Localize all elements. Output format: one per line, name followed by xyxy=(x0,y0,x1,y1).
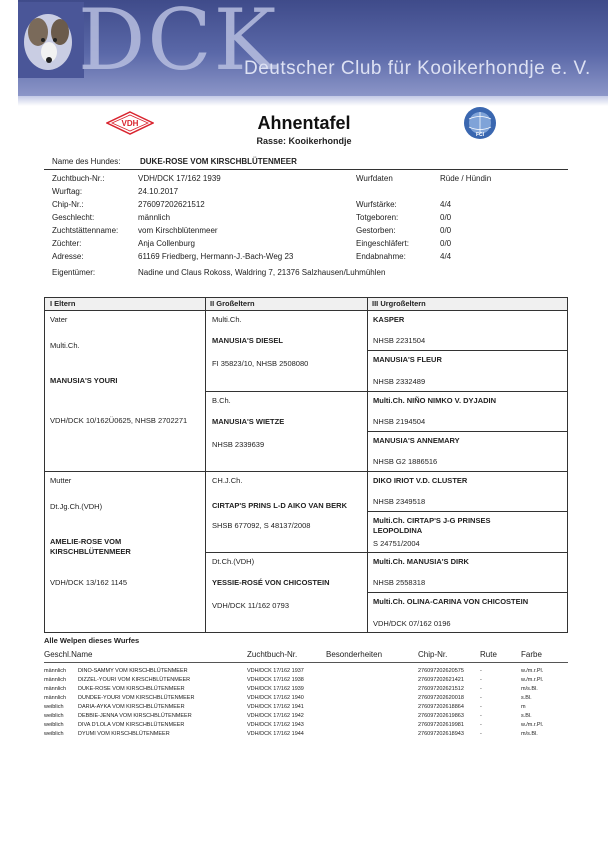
greatgrandparent-reg: VDH/DCK 07/162 0196 xyxy=(373,619,451,628)
father-name: MANUSIA'S YOURI xyxy=(50,376,118,385)
document-subtitle: Rasse: Kooikerhondje xyxy=(256,136,352,146)
owner-value: Nadine und Claus Rokoss, Waldring 7, 21376 Salzhausen/Luhmühlen xyxy=(138,268,386,277)
greatgrandparent-name: Multi.Ch. CIRTAP'S J-G PRINSES LEOPOLDINA xyxy=(373,516,491,535)
greatgrandparent-reg: NHSB 2231504 xyxy=(373,336,426,345)
grandparent-title: CH.J.Ch. xyxy=(212,476,243,485)
grid-line xyxy=(367,511,568,512)
grid-line xyxy=(367,297,368,633)
grandparent-reg: FI 35823/10, NHSB 2508080 xyxy=(212,359,309,368)
mother-role: Mutter xyxy=(50,476,72,485)
vdh-logo-text: VDH xyxy=(121,119,139,128)
mother-title: Dt.Jg.Ch.(VDH) xyxy=(50,502,103,511)
info-value-zuchtbuch: VDH/DCK 17/162 1939 xyxy=(138,174,221,183)
mother-reg: VDH/DCK 13/162 1145 xyxy=(50,578,127,587)
grid-line xyxy=(367,350,568,351)
puppy-name: DYUMI VOM KIRSCHBLÜTENMEER xyxy=(78,731,170,737)
grid-line xyxy=(367,592,568,593)
puppy-chip: 276097202619981 xyxy=(418,722,464,728)
litter-label-totgeboren: Totgeboren: xyxy=(356,213,399,222)
grandparent-name: CIRTAP'S PRINS L-D AIKO VAN BERK xyxy=(212,501,347,510)
grandparent-reg: NHSB 2339639 xyxy=(212,440,265,449)
puppies-col-rute: Rute xyxy=(480,650,497,659)
info-value-wurftag: 24.10.2017 xyxy=(138,187,179,196)
litter-value-wurfstaerke: 4/4 xyxy=(440,200,452,209)
puppy-sex: weiblich xyxy=(44,704,64,710)
puppy-reg: VDH/DCK 17/162 1941 xyxy=(247,704,304,710)
puppy-sex: weiblich xyxy=(44,713,64,719)
puppy-reg: VDH/DCK 17/162 1943 xyxy=(247,722,304,728)
info-label-zuechter: Züchter: xyxy=(52,239,82,248)
litter-value-gestorben: 0/0 xyxy=(440,226,452,235)
puppy-rute: - xyxy=(480,722,482,728)
puppy-rute: - xyxy=(480,704,482,710)
puppy-name: DIZZEL-YOURI VOM KIRSCHBLÜTENMEER xyxy=(78,677,191,683)
litter-heading: Wurfdaten xyxy=(356,174,393,183)
puppy-reg: VDH/DCK 17/162 1938 xyxy=(247,677,304,683)
puppy-reg: VDH/DCK 17/162 1937 xyxy=(247,668,304,674)
grid-line xyxy=(567,297,568,633)
divider xyxy=(44,169,568,170)
puppy-name: DARIA-AYKA VOM KIRSCHBLÜTENMEER xyxy=(78,704,185,710)
puppy-rute: - xyxy=(480,695,482,701)
dog-name-label: Name des Hundes: xyxy=(52,157,121,166)
litter-label-gestorben: Gestorben: xyxy=(356,226,396,235)
grid-line xyxy=(44,310,568,311)
info-label-zuchtbuch: Zuchtbuch-Nr.: xyxy=(52,174,105,183)
info-label-adresse: Adresse: xyxy=(52,252,84,261)
grid-line xyxy=(44,471,568,472)
litter-label-eingeschlaefert: Eingeschläfert: xyxy=(356,239,409,248)
grandparent-title: Dt.Ch.(VDH) xyxy=(212,557,255,566)
puppy-sex: männlich xyxy=(44,668,67,674)
greatgrandparent-name: Multi.Ch. NIÑO NIMKO V. DYJADIN xyxy=(373,396,497,405)
greatgrandparent-reg: NHSB 2558318 xyxy=(373,578,426,587)
puppy-name: DUNDEE-YOURI VOM KIRSCHBLÜTENMEER xyxy=(78,695,195,701)
puppy-chip: 276097202619863 xyxy=(418,713,464,719)
header-banner-fade xyxy=(18,96,608,106)
puppy-reg: VDH/DCK 17/162 1944 xyxy=(247,731,304,737)
litter-label-endabnahme: Endabnahme: xyxy=(356,252,406,261)
greatgrandparent-reg: S 24751/2004 xyxy=(373,539,420,548)
info-value-chip: 276097202621512 xyxy=(138,200,205,209)
litter-value-eingeschlaefert: 0/0 xyxy=(440,239,452,248)
grandparent-title: Multi.Ch. xyxy=(212,315,242,324)
puppy-rute: - xyxy=(480,677,482,683)
info-label-chip: Chip-Nr.: xyxy=(52,200,84,209)
puppy-chip: 276097202618864 xyxy=(418,704,464,710)
greatgrandparent-name: MANUSIA'S ANNEMARY xyxy=(373,436,460,445)
pedigree-col-parents: I Eltern xyxy=(50,299,76,308)
puppy-sex: weiblich xyxy=(44,731,64,737)
grandparent-name: MANUSIA'S DIESEL xyxy=(212,336,283,345)
greatgrandparent-reg: NHSB 2194504 xyxy=(373,417,426,426)
document-title: Ahnentafel xyxy=(257,113,351,133)
puppy-rute: - xyxy=(480,668,482,674)
info-label-zuchtstaette: Zuchtstättenname: xyxy=(52,226,119,235)
grid-line xyxy=(205,391,568,392)
puppy-reg: VDH/DCK 17/162 1942 xyxy=(247,713,304,719)
greatgrandparent-reg: NHSB G2 1886516 xyxy=(373,457,438,466)
dck-logo-text: DCK xyxy=(78,0,279,89)
puppy-farbe: w./m.r.Pl. xyxy=(521,677,544,683)
puppy-reg: VDH/DCK 17/162 1939 xyxy=(247,686,304,692)
grid-line xyxy=(205,297,206,633)
puppy-reg: VDH/DCK 17/162 1940 xyxy=(247,695,304,701)
father-role: Vater xyxy=(50,315,68,324)
puppy-sex: männlich xyxy=(44,695,67,701)
puppy-farbe: m/s.Bl. xyxy=(521,731,538,737)
puppies-col-farbe: Farbe xyxy=(521,650,542,659)
divider xyxy=(44,662,568,663)
puppies-col-chip: Chip-Nr. xyxy=(418,650,448,659)
puppies-col-name: Geschl.Name xyxy=(44,650,93,659)
puppy-name: DUKE-ROSE VOM KIRSCHBLÜTENMEER xyxy=(78,686,185,692)
father-title: Multi.Ch. xyxy=(50,341,80,350)
mother-name: AMELIE-ROSE VOM KIRSCHBLÜTENMEER xyxy=(50,537,131,556)
puppy-sex: männlich xyxy=(44,686,67,692)
puppy-name: DEBBIE-JENNA VOM KIRSCHBLÜTENMEER xyxy=(78,713,192,719)
info-label-wurftag: Wurftag: xyxy=(52,187,83,196)
grandparent-title: B.Ch. xyxy=(212,396,231,405)
puppy-rute: - xyxy=(480,713,482,719)
grid-line xyxy=(44,632,568,633)
club-name: Deutscher Club für Kooikerhondje e. V. xyxy=(244,58,591,79)
grid-line xyxy=(44,297,568,298)
puppy-chip: 276097202621512 xyxy=(418,686,464,692)
puppies-heading: Alle Welpen dieses Wurfes xyxy=(44,636,140,645)
puppy-name: DIVA D'LOLA VOM KIRSCHBLÜTENMEER xyxy=(78,722,185,728)
puppy-rute: - xyxy=(480,731,482,737)
puppy-chip: 276097202621421 xyxy=(418,677,464,683)
puppies-col-notes: Besonderheiten xyxy=(326,650,383,659)
puppy-farbe: s.Bl. xyxy=(521,713,532,719)
greatgrandparent-reg: NHSB 2332489 xyxy=(373,377,426,386)
puppy-rute: - xyxy=(480,686,482,692)
grandparent-name: YESSIE-ROSÉ VON CHICOSTEIN xyxy=(212,578,330,587)
puppy-chip: 276097202618943 xyxy=(418,731,464,737)
puppy-farbe: s.Bl. xyxy=(521,695,532,701)
greatgrandparent-name: Multi.Ch. OLINA-CARINA VON CHICOSTEIN xyxy=(373,597,529,606)
grid-line xyxy=(367,431,568,432)
dog-name: DUKE-ROSE VOM KIRSCHBLÜTENMEER xyxy=(140,157,297,166)
puppy-name: DINO-SAMMY VOM KIRSCHBLÜTENMEER xyxy=(78,668,188,674)
puppy-farbe: m/s.Bl. xyxy=(521,686,538,692)
puppy-sex: weiblich xyxy=(44,722,64,728)
pedigree-col-greatgrandparents: III Urgroßeltern xyxy=(372,299,426,308)
greatgrandparent-reg: NHSB 2349518 xyxy=(373,497,426,506)
puppies-col-reg: Zuchtbuch-Nr. xyxy=(247,650,298,659)
owner-label: Eigentümer: xyxy=(52,268,96,277)
grandparent-reg: VDH/DCK 11/162 0793 xyxy=(212,601,289,610)
puppy-farbe: w./m.r.Pl. xyxy=(521,668,544,674)
grandparent-name: MANUSIA'S WIETZE xyxy=(212,417,285,426)
pedigree-header xyxy=(44,298,568,310)
father-reg: VDH/DCK 10/162Ü0625, NHSB 2702271 xyxy=(50,416,188,425)
puppy-farbe: w./m.r.Pl. xyxy=(521,722,544,728)
litter-label-wurfstaerke: Wurfstärke: xyxy=(356,200,397,209)
puppy-chip: 276097202620575 xyxy=(418,668,464,674)
fci-logo-text: FCI xyxy=(475,132,485,138)
info-value-geschlecht: männlich xyxy=(138,213,171,222)
greatgrandparent-name: MANUSIA'S FLEUR xyxy=(373,355,442,364)
puppy-farbe: m xyxy=(521,704,526,710)
pedigree-col-grandparents: II Großeltern xyxy=(210,299,255,308)
greatgrandparent-name: DIKO IRIOT V.D. CLUSTER xyxy=(373,476,468,485)
greatgrandparent-name: Multi.Ch. MANUSIA'S DIRK xyxy=(373,557,469,566)
puppy-sex: männlich xyxy=(44,677,67,683)
info-value-zuchtstaette: vom Kirschblütenmeer xyxy=(138,226,218,235)
info-value-adresse: 61169 Friedberg, Hermann-J.-Bach-Weg 23 xyxy=(138,252,294,261)
litter-value-totgeboren: 0/0 xyxy=(440,213,452,222)
info-label-geschlecht: Geschlecht: xyxy=(52,213,95,222)
info-value-zuechter: Anja Collenburg xyxy=(138,239,195,248)
litter-heading-value: Rüde / Hündin xyxy=(440,174,492,183)
puppy-chip: 276097202620018 xyxy=(418,695,464,701)
grid-line xyxy=(205,552,568,553)
greatgrandparent-name: KASPER xyxy=(373,315,405,324)
litter-value-endabnahme: 4/4 xyxy=(440,252,452,261)
grandparent-reg: SHSB 677092, S 48137/2008 xyxy=(212,521,311,530)
grid-line xyxy=(44,297,45,633)
dog-logo-icon xyxy=(18,2,84,78)
